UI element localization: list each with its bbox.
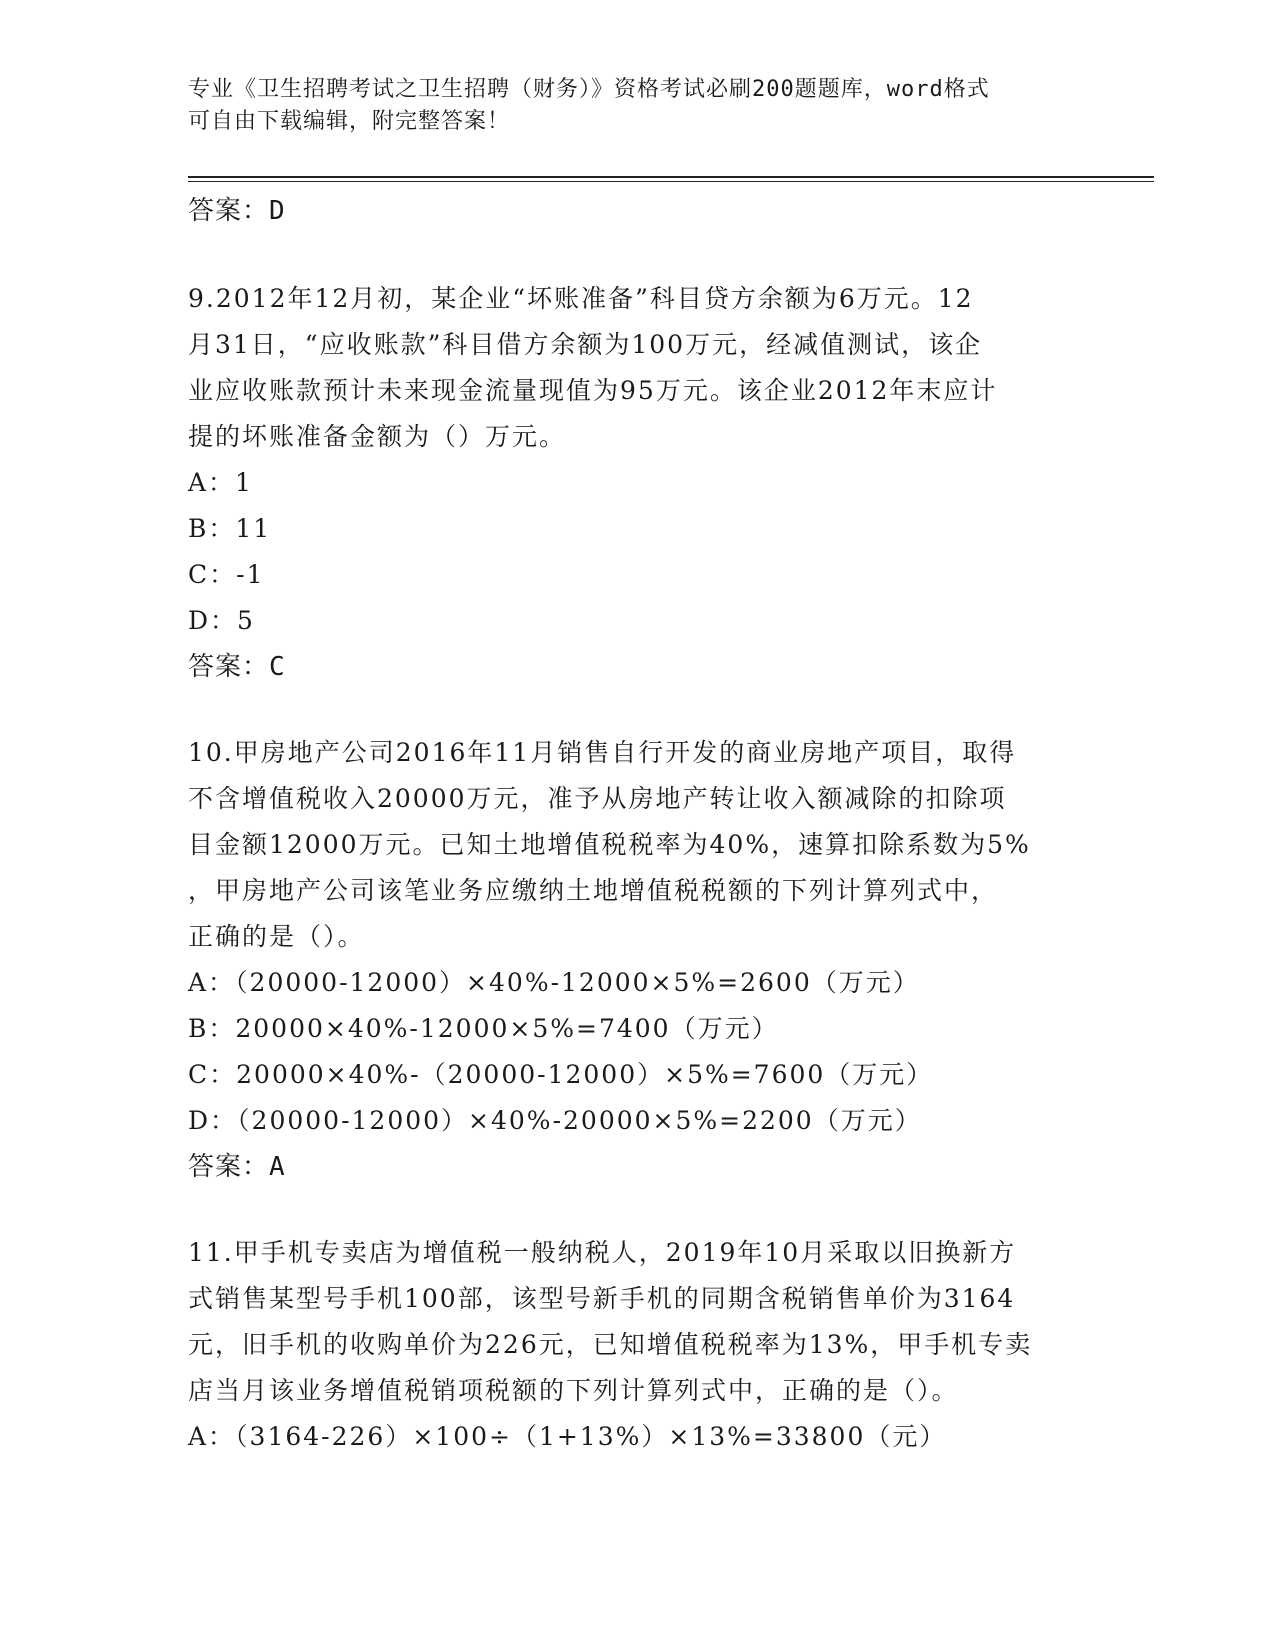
spacer — [188, 690, 1068, 730]
question-text-line: 不含增值税收入20000万元，准予从房地产转让收入额减除的扣除项 — [188, 784, 1007, 813]
question-10 — [188, 730, 1068, 1190]
answer: 答案：A — [188, 1152, 286, 1182]
option-b: B：20000×40%-12000×5%=7400（万元） — [188, 1014, 779, 1043]
question-text-line: 正确的是（）。 — [188, 922, 365, 951]
header-divider-thin — [188, 181, 1154, 182]
header-line-1: 专业《卫生招聘考试之卫生招聘（财务）》资格考试必刷200题题库，word格式 — [188, 77, 990, 102]
option-a: A：1 — [188, 468, 253, 497]
question-text-line: 月31日，“应收账款”科目借方余额为100万元，经减值测试，该企 — [188, 330, 983, 359]
header-divider-thick — [188, 176, 1154, 178]
question-content — [188, 188, 1068, 1460]
question-9 — [188, 276, 1068, 690]
option-c: C：-1 — [188, 560, 265, 589]
option-c: C：20000×40%-（20000-12000）×5%=7600（万元） — [188, 1060, 934, 1089]
option-d: D：5 — [188, 606, 255, 635]
option-a: A：（20000-12000）×40%-12000×5%=2600（万元） — [188, 968, 920, 997]
spacer — [188, 234, 1068, 276]
spacer — [188, 1190, 1068, 1230]
question-text-line: 11.甲手机专卖店为增值税一般纳税人，2019年10月采取以旧换新方 — [188, 1238, 1017, 1267]
page-header — [188, 74, 1068, 138]
question-text-line: 店当月该业务增值税销项税额的下列计算列式中，正确的是（）。 — [188, 1376, 959, 1405]
answer-previous: 答案：D — [188, 196, 286, 226]
question-text-line: 业应收账款预计未来现金流量现值为95万元。该企业2012年末应计 — [188, 376, 998, 405]
header-line-2: 可自由下载编辑，附完整答案！ — [188, 109, 511, 134]
question-text-line: 式销售某型号手机100部，该型号新手机的同期含税销售单价为3164 — [188, 1284, 1016, 1313]
question-11 — [188, 1230, 1068, 1460]
option-b: B：11 — [188, 514, 272, 543]
question-text-line: 提的坏账准备金额为（）万元。 — [188, 422, 567, 451]
option-d: D：（20000-12000）×40%-20000×5%=2200（万元） — [188, 1106, 922, 1135]
question-text-line: 10.甲房地产公司2016年11月销售自行开发的商业房地产项目，取得 — [188, 738, 1017, 767]
answer: 答案：C — [188, 652, 286, 682]
question-text-line: 元，旧手机的收购单价为226元，已知增值税税率为13%，甲手机专卖 — [188, 1330, 1033, 1359]
question-text-line: 9.2012年12月初，某企业“坏账准备”科目贷方余额为6万元。12 — [188, 284, 974, 313]
option-a: A：（3164-226）×100÷（1+13%）×13%=33800（元） — [188, 1422, 947, 1451]
question-text-line: ，甲房地产公司该笔业务应缴纳土地增值税税额的下列计算列式中， — [188, 876, 999, 905]
question-text-line: 目金额12000万元。已知土地增值税税率为40%，速算扣除系数为5% — [188, 830, 1031, 859]
